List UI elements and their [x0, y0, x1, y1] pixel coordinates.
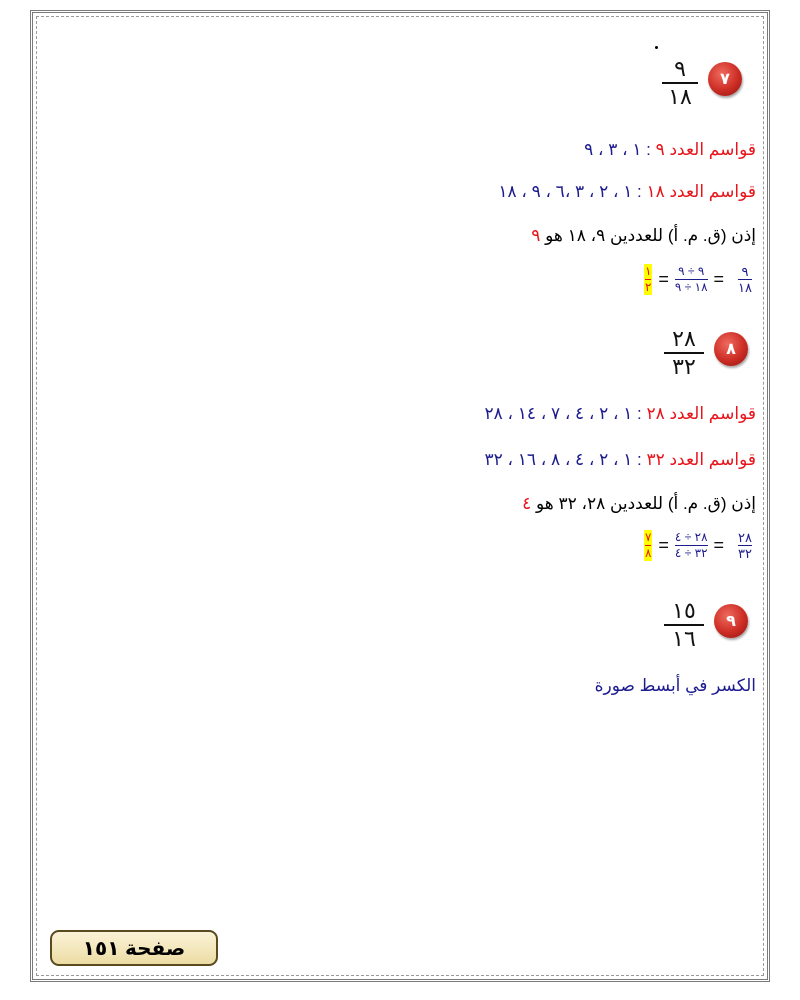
stray-dot: [655, 46, 658, 49]
simplest-form-note: الكسر في أبسط صورة: [594, 676, 756, 695]
equals-sign: =: [713, 269, 725, 289]
equals-sign: =: [658, 535, 669, 555]
divisors-line-18: قواسم العدد ١٨ : ١ ، ٢ ، ٣ ،٦ ، ٩ ، ١٨: [498, 182, 756, 201]
original-fraction: ٢٨ ٣٢: [738, 530, 752, 561]
gcd-statement-7: إذن (ق. م. أ) للعددين ٩، ١٨ هو ٩: [531, 226, 756, 245]
fraction-denominator: ٣٢: [672, 354, 696, 379]
division-fraction: ٢٨ ÷ ٤ ٣٢ ÷ ٤: [674, 530, 708, 560]
problem-fraction-8: [664, 326, 704, 380]
fraction-denominator: ١٨: [668, 84, 692, 109]
problem-badge-9: ٩: [714, 604, 748, 638]
fraction-numerator: ٢٨: [672, 326, 696, 351]
simplified-fraction: ٧ ٨: [644, 530, 652, 560]
simplification-equation-7: [644, 264, 752, 295]
divisors-line-9: قواسم العدد ٩ : ١ ، ٣ ، ٩: [584, 140, 756, 159]
page-number-label: صفحة ١٥١: [82, 937, 186, 960]
fraction-numerator: ١٥: [672, 598, 696, 623]
simplified-fraction: ١ ٢: [644, 264, 652, 294]
equals-sign: =: [658, 269, 669, 289]
equals-sign: =: [713, 535, 725, 555]
page-number-box: [50, 930, 218, 966]
problem-fraction-9: [664, 598, 704, 652]
divisors-line-32: قواسم العدد ٣٢ : ١ ، ٢ ، ٤ ، ٨ ، ١٦ ، ٣٢: [484, 450, 756, 469]
problem-badge-8: ٨: [714, 332, 748, 366]
gcd-statement-8: إذن (ق. م. أ) للعددين ٢٨، ٣٢ هو ٤: [522, 494, 756, 513]
simplification-equation-8: [644, 530, 752, 561]
problem-fraction-7: [662, 56, 698, 110]
original-fraction: ٩ ١٨: [738, 264, 752, 295]
fraction-numerator: ٩: [674, 56, 686, 81]
fraction-denominator: ١٦: [672, 626, 696, 651]
problem-badge-7: ٧: [708, 62, 742, 96]
divisors-line-28: قواسم العدد ٢٨ : ١ ، ٢ ، ٤ ، ٧ ، ١٤ ، ٢٨: [484, 404, 756, 423]
division-fraction: ٩ ÷ ٩ ١٨ ÷ ٩: [674, 264, 708, 294]
